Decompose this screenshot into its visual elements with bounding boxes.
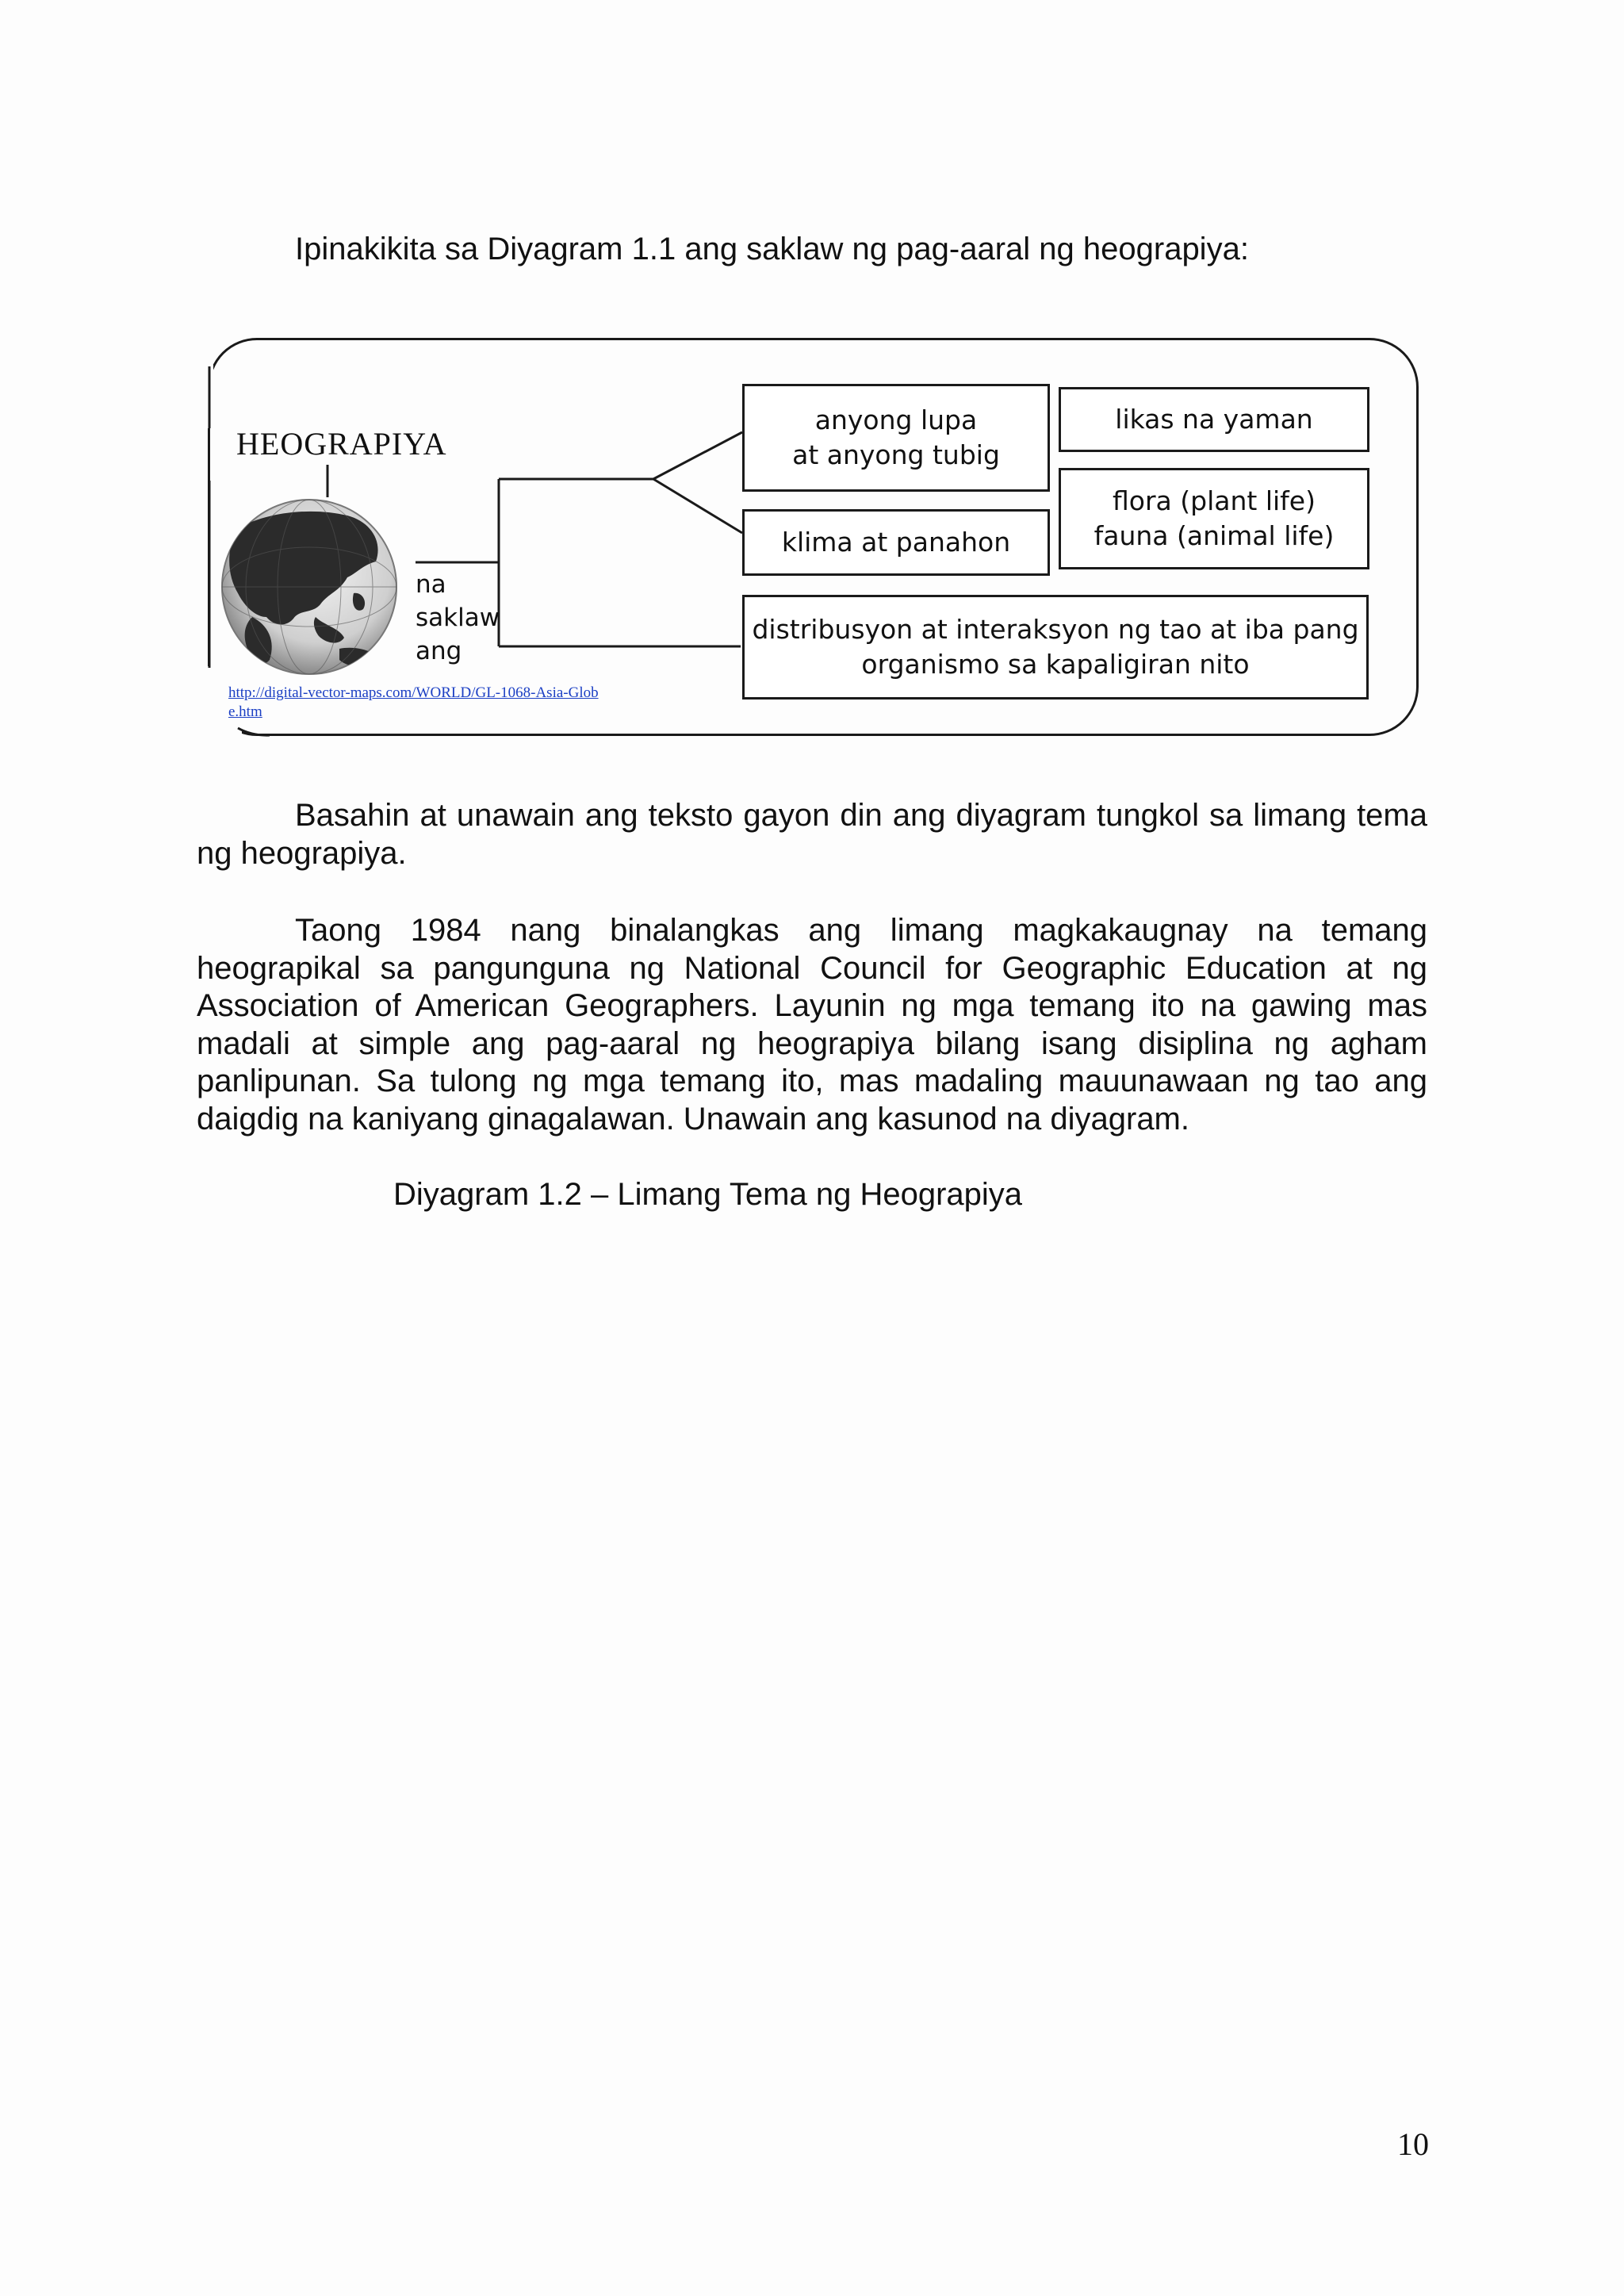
topic-box-climate [742, 509, 1050, 576]
scope-label-line3: ang [416, 637, 462, 665]
frame-gap [202, 365, 213, 428]
topic-box-resources [1059, 387, 1369, 452]
paragraph-text: Taong 1984 nang binalangkas ang limang magkakaugnay na temang heograpikal sa pangunguna ng National Council for Geographic Education at ng Association of American Geographers. Layunin ng mga temang ito na gawing mas madali at simple ang pag-aaral ng heograpiya bilang isang disiplina ng agham panlipunan. Sa tulong ng mga temang ito, mas madaling mauunawaan ng tao ang daigdig na kaniyang ginagalawan. Unawain ang kasunod na diyagram. [197, 913, 1427, 1137]
topic-box-distribution [742, 595, 1369, 700]
scope-label-line1: na [416, 570, 446, 599]
topic-label: klima at panahon [781, 527, 1011, 558]
intro-sentence: Ipinakikita sa Diyagram 1.1 ang saklaw ng pag-aaral ng heograpiya: [295, 232, 1249, 266]
paragraph-text: Basahin at unawain ang teksto gayon din ang diyagram tungkol sa limang tema ng heograpiya. [197, 798, 1427, 871]
topic-label: likas na yaman [1115, 404, 1313, 435]
scope-label-line2: saklaw [416, 604, 500, 632]
image-source-link[interactable]: http://digital-vector-maps.com/WORLD/GL-1068-Asia-Globe.htm [228, 684, 599, 720]
topic-label: flora (plant life) fauna (animal life) [1094, 485, 1335, 551]
paragraph-instruction [197, 797, 1427, 872]
paragraph-themes-history [197, 912, 1427, 1138]
topic-box-landforms [742, 384, 1050, 492]
topic-box-flora-fauna [1059, 468, 1369, 569]
diagram-title: HEOGRAPIYA [236, 426, 447, 462]
topic-label: distribusyon at interaksyon ng tao at iba pang organismo sa kapaligiran nito [752, 614, 1359, 680]
diagram-caption: Diyagram 1.2 – Limang Tema ng Heograpiya [393, 1177, 1023, 1212]
asia-globe-icon [220, 498, 398, 676]
topic-label: anyong lupa at anyong tubig [792, 404, 1000, 470]
page-number: 10 [1397, 2126, 1429, 2162]
